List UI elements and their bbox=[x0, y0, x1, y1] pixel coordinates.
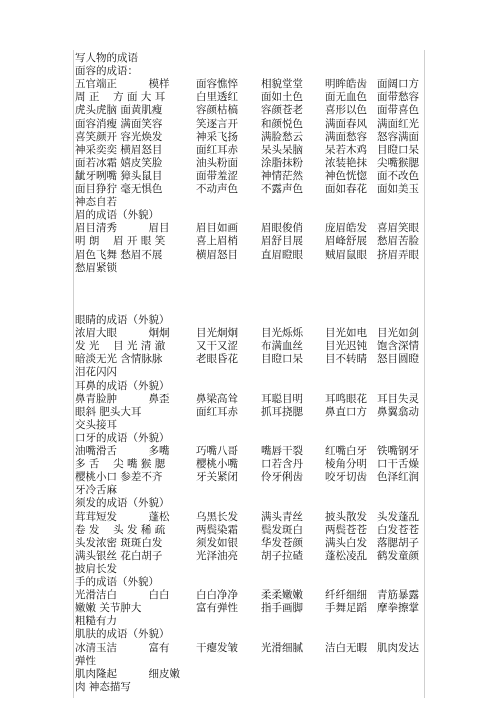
idiom-cell: 虎头虎脑 面黄肌瘦 bbox=[75, 104, 163, 117]
idiom-cell: 容颜枯槁 bbox=[196, 104, 238, 117]
idiom-cell: 蓬松凌乱 bbox=[325, 549, 367, 562]
section-header: 眉的成语（外貌） bbox=[75, 209, 159, 222]
idiom-cell: 喜上眉梢 bbox=[196, 235, 238, 248]
idiom-cell: 须发如银 bbox=[196, 536, 238, 549]
idiom-cell: 干瘪发皱 bbox=[196, 641, 238, 654]
idiom-row bbox=[75, 445, 420, 458]
idiom-cell: 眉眼俊俏 bbox=[261, 222, 303, 235]
idiom-cell: 目光迟钝 bbox=[325, 340, 367, 353]
document-title: 写人物的成语 bbox=[75, 52, 138, 64]
idiom-cell: 披头散发 bbox=[325, 510, 367, 523]
idiom-cell: 落腮胡子 bbox=[377, 536, 419, 549]
idiom-row bbox=[75, 353, 420, 366]
idiom-cell: 面如土色 bbox=[261, 91, 303, 104]
idiom-cell: 直眉瞪眼 bbox=[261, 248, 303, 261]
idiom-cell: 贼眉鼠眼 bbox=[325, 248, 367, 261]
idiom-cell: 茸茸短发 蓬松 bbox=[75, 510, 170, 523]
idiom-cell: 面容消瘦 满面笑容 bbox=[75, 117, 163, 130]
idiom-cell: 巧嘴八哥 bbox=[196, 445, 238, 457]
idiom-row bbox=[75, 78, 420, 91]
idiom-cell: 眉色飞舞 愁眉不展 bbox=[75, 248, 163, 261]
section-tail: 披肩长发 bbox=[75, 562, 117, 575]
idiom-cell: 怒目圆瞪 bbox=[377, 353, 419, 366]
idiom-row bbox=[75, 170, 420, 183]
idiom-cell: 面目狰狞 毫无惧色 bbox=[75, 183, 163, 195]
idiom-row bbox=[75, 537, 420, 550]
idiom-cell: 喜形以色 bbox=[325, 104, 367, 117]
idiom-cell: 浓眉大眼 炯炯 bbox=[75, 327, 170, 340]
idiom-row bbox=[75, 550, 420, 563]
idiom-cell: 暗淡无光 含情脉脉 bbox=[75, 353, 163, 366]
idiom-cell: 发 光 目 光 清 澈 bbox=[75, 340, 166, 353]
idiom-cell: 洁白无暇 bbox=[325, 641, 367, 654]
idiom-cell: 耳鸣眼花 bbox=[325, 392, 367, 405]
idiom-row bbox=[75, 249, 420, 262]
idiom-cell: 面带喜色 bbox=[377, 104, 419, 117]
idiom-row bbox=[75, 157, 420, 170]
idiom-cell: 面无血色 bbox=[325, 91, 367, 104]
idiom-cell: 樱桃小嘴 bbox=[196, 458, 238, 471]
idiom-cell: 喜笑颜开 容光焕发 bbox=[75, 130, 163, 143]
idiom-cell: 指手画脚 bbox=[261, 602, 303, 615]
idiom-cell: 明眸皓齿 bbox=[325, 78, 367, 91]
idiom-row bbox=[75, 602, 420, 615]
section-header: 肌肤的成语（外貌） bbox=[75, 628, 170, 641]
idiom-cell: 光泽油亮 bbox=[196, 549, 238, 562]
idiom-cell: 面带愁容 bbox=[377, 91, 419, 104]
idiom-cell: 神情茫然 bbox=[261, 169, 303, 182]
idiom-row bbox=[75, 91, 420, 104]
idiom-cell: 眉目如画 bbox=[196, 222, 238, 235]
idiom-cell: 嫩嫩 关节肿大 bbox=[75, 602, 142, 615]
idiom-row bbox=[75, 340, 420, 353]
idiom-row bbox=[75, 642, 420, 655]
idiom-cell: 油头粉面 bbox=[196, 156, 238, 169]
section-header: 眼睛的成语（外貌） bbox=[75, 314, 170, 326]
idiom-cell: 满面愁容 bbox=[325, 130, 367, 143]
idiom-row bbox=[75, 144, 420, 157]
idiom-row bbox=[75, 104, 420, 117]
idiom-cell: 神采飞扬 bbox=[196, 130, 238, 143]
idiom-cell: 抓耳挠腮 bbox=[261, 405, 303, 418]
idiom-cell: 白发苍苍 bbox=[377, 523, 419, 536]
idiom-cell: 眉峰舒展 bbox=[325, 235, 367, 248]
idiom-cell: 柔柔嫩嫩 bbox=[261, 589, 303, 602]
footer-line: 肉 神态描写 bbox=[75, 680, 131, 693]
idiom-cell: 挤眉弄眼 bbox=[377, 248, 419, 261]
idiom-cell: 不露声色 bbox=[261, 183, 303, 195]
idiom-cell: 面红耳赤 bbox=[196, 143, 238, 156]
idiom-cell: 胡子拉碴 bbox=[261, 549, 303, 562]
idiom-cell: 耳聪目明 bbox=[261, 392, 303, 405]
idiom-cell: 鹤发童颜 bbox=[377, 549, 419, 562]
idiom-cell: 鼻直口方 bbox=[325, 405, 367, 418]
idiom-cell: 容颜苍老 bbox=[261, 104, 303, 117]
idiom-cell: 面不改色 bbox=[377, 169, 419, 182]
idiom-row bbox=[75, 458, 420, 471]
idiom-row bbox=[75, 222, 420, 235]
idiom-cell: 目不转睛 bbox=[325, 353, 367, 366]
section-tail: 神态自若 bbox=[75, 196, 117, 209]
section-header: 面容的成语： bbox=[75, 65, 138, 78]
idiom-cell: 不动声色 bbox=[196, 183, 238, 195]
idiom-cell: 白白净净 bbox=[196, 589, 238, 602]
idiom-cell: 耳目失灵 bbox=[377, 392, 419, 405]
idiom-cell: 手舞足蹈 bbox=[325, 602, 367, 615]
section-tail: 粗糙有力 bbox=[75, 615, 117, 628]
idiom-cell: 目光炯炯 bbox=[196, 327, 238, 340]
idiom-cell: 卷 发 头 发 稀 疏 bbox=[75, 523, 166, 536]
idiom-cell: 满头青丝 bbox=[261, 510, 303, 523]
idiom-cell: 周 正 方 面 大 耳 bbox=[75, 91, 166, 104]
idiom-cell: 愁眉苦脸 bbox=[377, 235, 419, 248]
idiom-cell: 目瞪口呆 bbox=[261, 353, 303, 366]
idiom-cell: 尖嘴猴腮 bbox=[377, 156, 419, 169]
idiom-cell: 棱角分明 bbox=[325, 458, 367, 471]
idiom-cell: 肌肉发达 bbox=[377, 641, 419, 654]
idiom-cell: 神采奕奕 横眉怒目 bbox=[75, 143, 163, 156]
idiom-cell: 浓装艳抹 bbox=[325, 156, 367, 169]
idiom-cell: 鼻翼翕动 bbox=[377, 405, 419, 418]
idiom-cell: 目光如剑 bbox=[377, 327, 419, 340]
idiom-cell: 怒容满面 bbox=[377, 130, 419, 143]
idiom-cell: 白里透红 bbox=[196, 91, 238, 104]
idiom-cell: 樱桃小口 参差不齐 bbox=[75, 471, 163, 484]
idiom-cell: 头发浓密 斑斑白发 bbox=[75, 536, 163, 549]
idiom-row bbox=[75, 471, 420, 484]
footer-line: 肌肉隆起 细皮嫩 bbox=[75, 667, 180, 680]
section-tail: 愁眉紧锁 bbox=[75, 261, 117, 274]
idiom-cell: 两鬓染霜 bbox=[196, 523, 238, 536]
idiom-cell: 五官端正 模样 bbox=[75, 78, 170, 91]
idiom-row bbox=[75, 511, 420, 524]
idiom-cell: 面如美玉 bbox=[377, 183, 419, 195]
idiom-cell: 华发苍颜 bbox=[261, 536, 303, 549]
idiom-cell: 鼻梁高耸 bbox=[196, 392, 238, 405]
idiom-cell: 面带羞涩 bbox=[196, 169, 238, 182]
idiom-cell: 摩拳擦掌 bbox=[377, 602, 419, 615]
idiom-cell: 面容憔悴 bbox=[196, 78, 238, 91]
idiom-row bbox=[75, 131, 420, 144]
idiom-cell: 庞眉皓发 bbox=[325, 222, 367, 235]
idiom-cell: 和颜悦色 bbox=[261, 117, 303, 130]
idiom-row bbox=[75, 406, 420, 419]
idiom-cell: 又干又涩 bbox=[196, 340, 238, 353]
section-header: 须发的成语（外貌） bbox=[75, 497, 170, 510]
idiom-cell: 面红耳赤 bbox=[196, 405, 238, 418]
idiom-cell: 满面春风 bbox=[325, 117, 367, 130]
idiom-row bbox=[75, 589, 420, 602]
section-header: 手的成语（外貌） bbox=[75, 576, 159, 588]
idiom-cell: 油嘴滑舌 多嘴 bbox=[75, 445, 170, 457]
idiom-row bbox=[75, 118, 420, 131]
idiom-cell: 鼻青脸肿 鼻歪 bbox=[75, 392, 170, 405]
idiom-cell: 满头银丝 花白胡子 bbox=[75, 549, 163, 562]
idiom-cell: 嘴唇干裂 bbox=[261, 445, 303, 457]
idiom-cell: 铁嘴钢牙 bbox=[377, 445, 419, 457]
idiom-cell: 红嘴白牙 bbox=[325, 445, 367, 457]
idiom-cell: 光滑细腻 bbox=[261, 641, 303, 654]
idiom-cell: 满头白发 bbox=[325, 536, 367, 549]
idiom-cell: 眉舒目展 bbox=[261, 235, 303, 248]
section-header: 口牙的成语（外貌） bbox=[75, 431, 170, 444]
idiom-cell: 色泽红润 bbox=[377, 471, 419, 484]
idiom-cell: 眼斜 肥头大耳 bbox=[75, 405, 142, 418]
idiom-cell: 横眉怒目 bbox=[196, 248, 238, 261]
idiom-cell: 光滑洁白 白白 bbox=[75, 589, 170, 602]
idiom-cell: 伶牙俐齿 bbox=[261, 471, 303, 484]
idiom-cell: 满面红光 bbox=[377, 117, 419, 130]
idiom-row bbox=[75, 393, 420, 406]
idiom-cell: 面如春花 bbox=[325, 183, 367, 195]
idiom-cell: 青筋暴露 bbox=[377, 589, 419, 602]
idiom-cell: 口干舌燥 bbox=[377, 458, 419, 471]
idiom-cell: 口若含丹 bbox=[261, 458, 303, 471]
idiom-cell: 涂脂抹粉 bbox=[261, 156, 303, 169]
idiom-cell: 目瞪口呆 bbox=[377, 143, 419, 156]
idiom-cell: 喜眉笑眼 bbox=[377, 222, 419, 235]
idiom-cell: 明 朗 眉 开 眼 笑 bbox=[75, 235, 166, 248]
idiom-cell: 两鬓苍苍 bbox=[325, 523, 367, 536]
idiom-cell: 富有弹性 bbox=[196, 602, 238, 615]
idiom-cell: 相貌堂堂 bbox=[261, 78, 303, 91]
idiom-cell: 笑逐言开 bbox=[196, 117, 238, 130]
idiom-cell: 牙关紧闭 bbox=[196, 471, 238, 484]
idiom-cell: 呆头呆脑 bbox=[261, 143, 303, 156]
idiom-cell: 面阔口方 bbox=[377, 78, 419, 91]
idiom-cell: 龇牙咧嘴 獐头鼠目 bbox=[75, 169, 163, 182]
idiom-cell: 呆若木鸡 bbox=[325, 143, 367, 156]
idiom-cell: 咬牙切齿 bbox=[325, 471, 367, 484]
idiom-cell: 老眼昏花 bbox=[196, 353, 238, 366]
idiom-cell: 神色恍惚 bbox=[325, 169, 367, 182]
idiom-cell: 目光如电 bbox=[325, 327, 367, 340]
idiom-cell: 头发蓬乱 bbox=[377, 510, 419, 523]
section-header: 耳鼻的成语（外貌） bbox=[75, 379, 170, 392]
idiom-row bbox=[75, 327, 420, 340]
idiom-cell: 布满血丝 bbox=[261, 340, 303, 353]
idiom-cell: 饱含深情 bbox=[377, 340, 419, 353]
idiom-cell: 眉目清秀 眉目 bbox=[75, 222, 170, 235]
idiom-cell: 乌黑长发 bbox=[196, 510, 238, 523]
idiom-row bbox=[75, 524, 420, 537]
idiom-cell: 目光烁烁 bbox=[261, 327, 303, 340]
idiom-cell: 满脸愁云 bbox=[261, 130, 303, 143]
idiom-row bbox=[75, 183, 420, 196]
idiom-cell: 多 舌 尖 嘴 猴 腮 bbox=[75, 458, 166, 471]
idiom-cell: 面若冰霜 嬉皮笑脸 bbox=[75, 156, 163, 169]
idiom-cell: 冰清玉洁 富有 bbox=[75, 641, 170, 654]
idiom-cell: 纤纤细细 bbox=[325, 589, 367, 602]
idiom-row bbox=[75, 235, 420, 248]
section-tail: 交头接耳 bbox=[75, 418, 117, 431]
section-tail: 牙冷舌麻 bbox=[75, 484, 117, 497]
idiom-cell: 鬓发斑白 bbox=[261, 523, 303, 536]
section-tail: 泪花闪闪 bbox=[75, 366, 117, 379]
section-tail: 弹性 bbox=[75, 654, 96, 667]
